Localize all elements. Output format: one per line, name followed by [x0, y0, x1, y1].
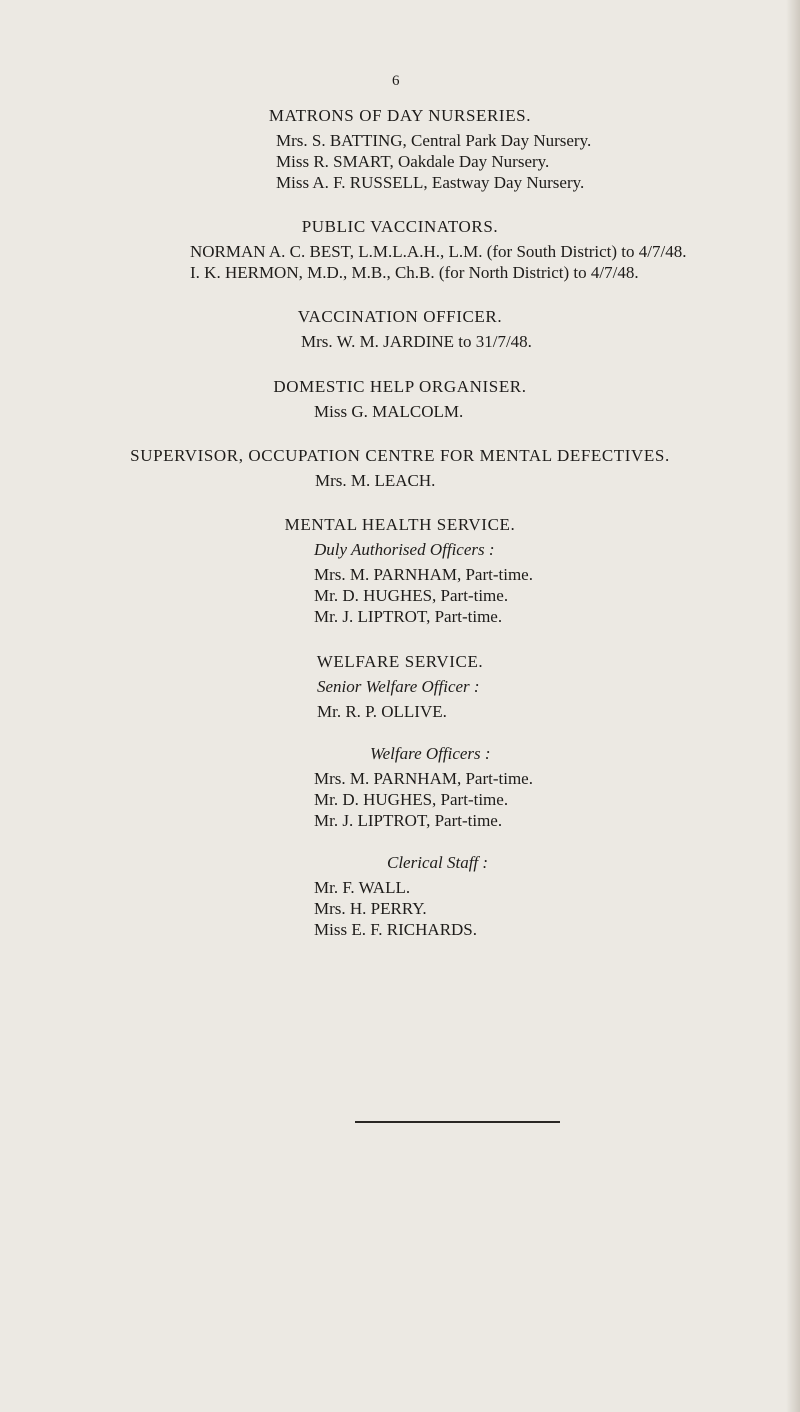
mental-health-line-1: Mrs. M. PARNHAM, Part-time.	[314, 565, 533, 584]
matrons-heading: MATRONS OF DAY NURSERIES.	[268, 106, 532, 125]
vaccinator-line-2: I. K. HERMON, M.D., M.B., Ch.B. (for North District) to 4/7/48.	[190, 263, 639, 282]
clerical-line-1: Mr. F. WALL.	[314, 878, 411, 897]
vaccinators-heading: PUBLIC VACCINATORS.	[301, 217, 499, 236]
welfare-heading: WELFARE SERVICE.	[316, 652, 484, 671]
page-number: 6	[392, 73, 400, 89]
clerical-staff-subheading: Clerical Staff :	[387, 853, 489, 872]
senior-welfare-subheading: Senior Welfare Officer :	[317, 677, 480, 696]
vaccinator-line-1: NORMAN A. C. BEST, L.M.L.A.H., L.M. (for South District) to 4/7/48.	[190, 242, 687, 261]
welfare-officer-line-3: Mr. J. LIPTROT, Part-time.	[314, 811, 503, 830]
welfare-officers-subheading: Welfare Officers :	[370, 744, 491, 763]
matron-line-3: Miss A. F. RUSSELL, Eastway Day Nursery.	[276, 173, 585, 192]
occupation-centre-heading: SUPERVISOR, OCCUPATION CENTRE FOR MENTAL DEFECTIVES.	[130, 446, 670, 465]
vaccination-officer-heading: VACCINATION OFFICER.	[297, 307, 503, 326]
clerical-line-2: Mrs. H. PERRY.	[314, 899, 427, 918]
mental-health-subheading: Duly Authorised Officers :	[314, 540, 495, 559]
mental-health-line-3: Mr. J. LIPTROT, Part-time.	[314, 607, 503, 626]
clerical-line-3: Miss E. F. RICHARDS.	[314, 920, 478, 939]
matron-line-2: Miss R. SMART, Oakdale Day Nursery.	[276, 152, 550, 171]
domestic-help-heading: DOMESTIC HELP ORGANISER.	[273, 377, 527, 396]
matron-line-1: Mrs. S. BATTING, Central Park Day Nursery.	[276, 131, 592, 150]
end-rule	[355, 1121, 560, 1123]
mental-health-heading: MENTAL HEALTH SERVICE.	[284, 515, 516, 534]
occupation-centre-line: Mrs. M. LEACH.	[315, 471, 436, 490]
senior-welfare-line: Mr. R. P. OLLIVE.	[317, 702, 447, 721]
page-edge-shadow	[786, 0, 800, 1412]
mental-health-line-2: Mr. D. HUGHES, Part-time.	[314, 586, 509, 605]
welfare-officer-line-2: Mr. D. HUGHES, Part-time.	[314, 790, 509, 809]
welfare-officer-line-1: Mrs. M. PARNHAM, Part-time.	[314, 769, 533, 788]
vaccination-officer-line: Mrs. W. M. JARDINE to 31/7/48.	[301, 332, 532, 351]
domestic-help-line: Miss G. MALCOLM.	[314, 402, 464, 421]
